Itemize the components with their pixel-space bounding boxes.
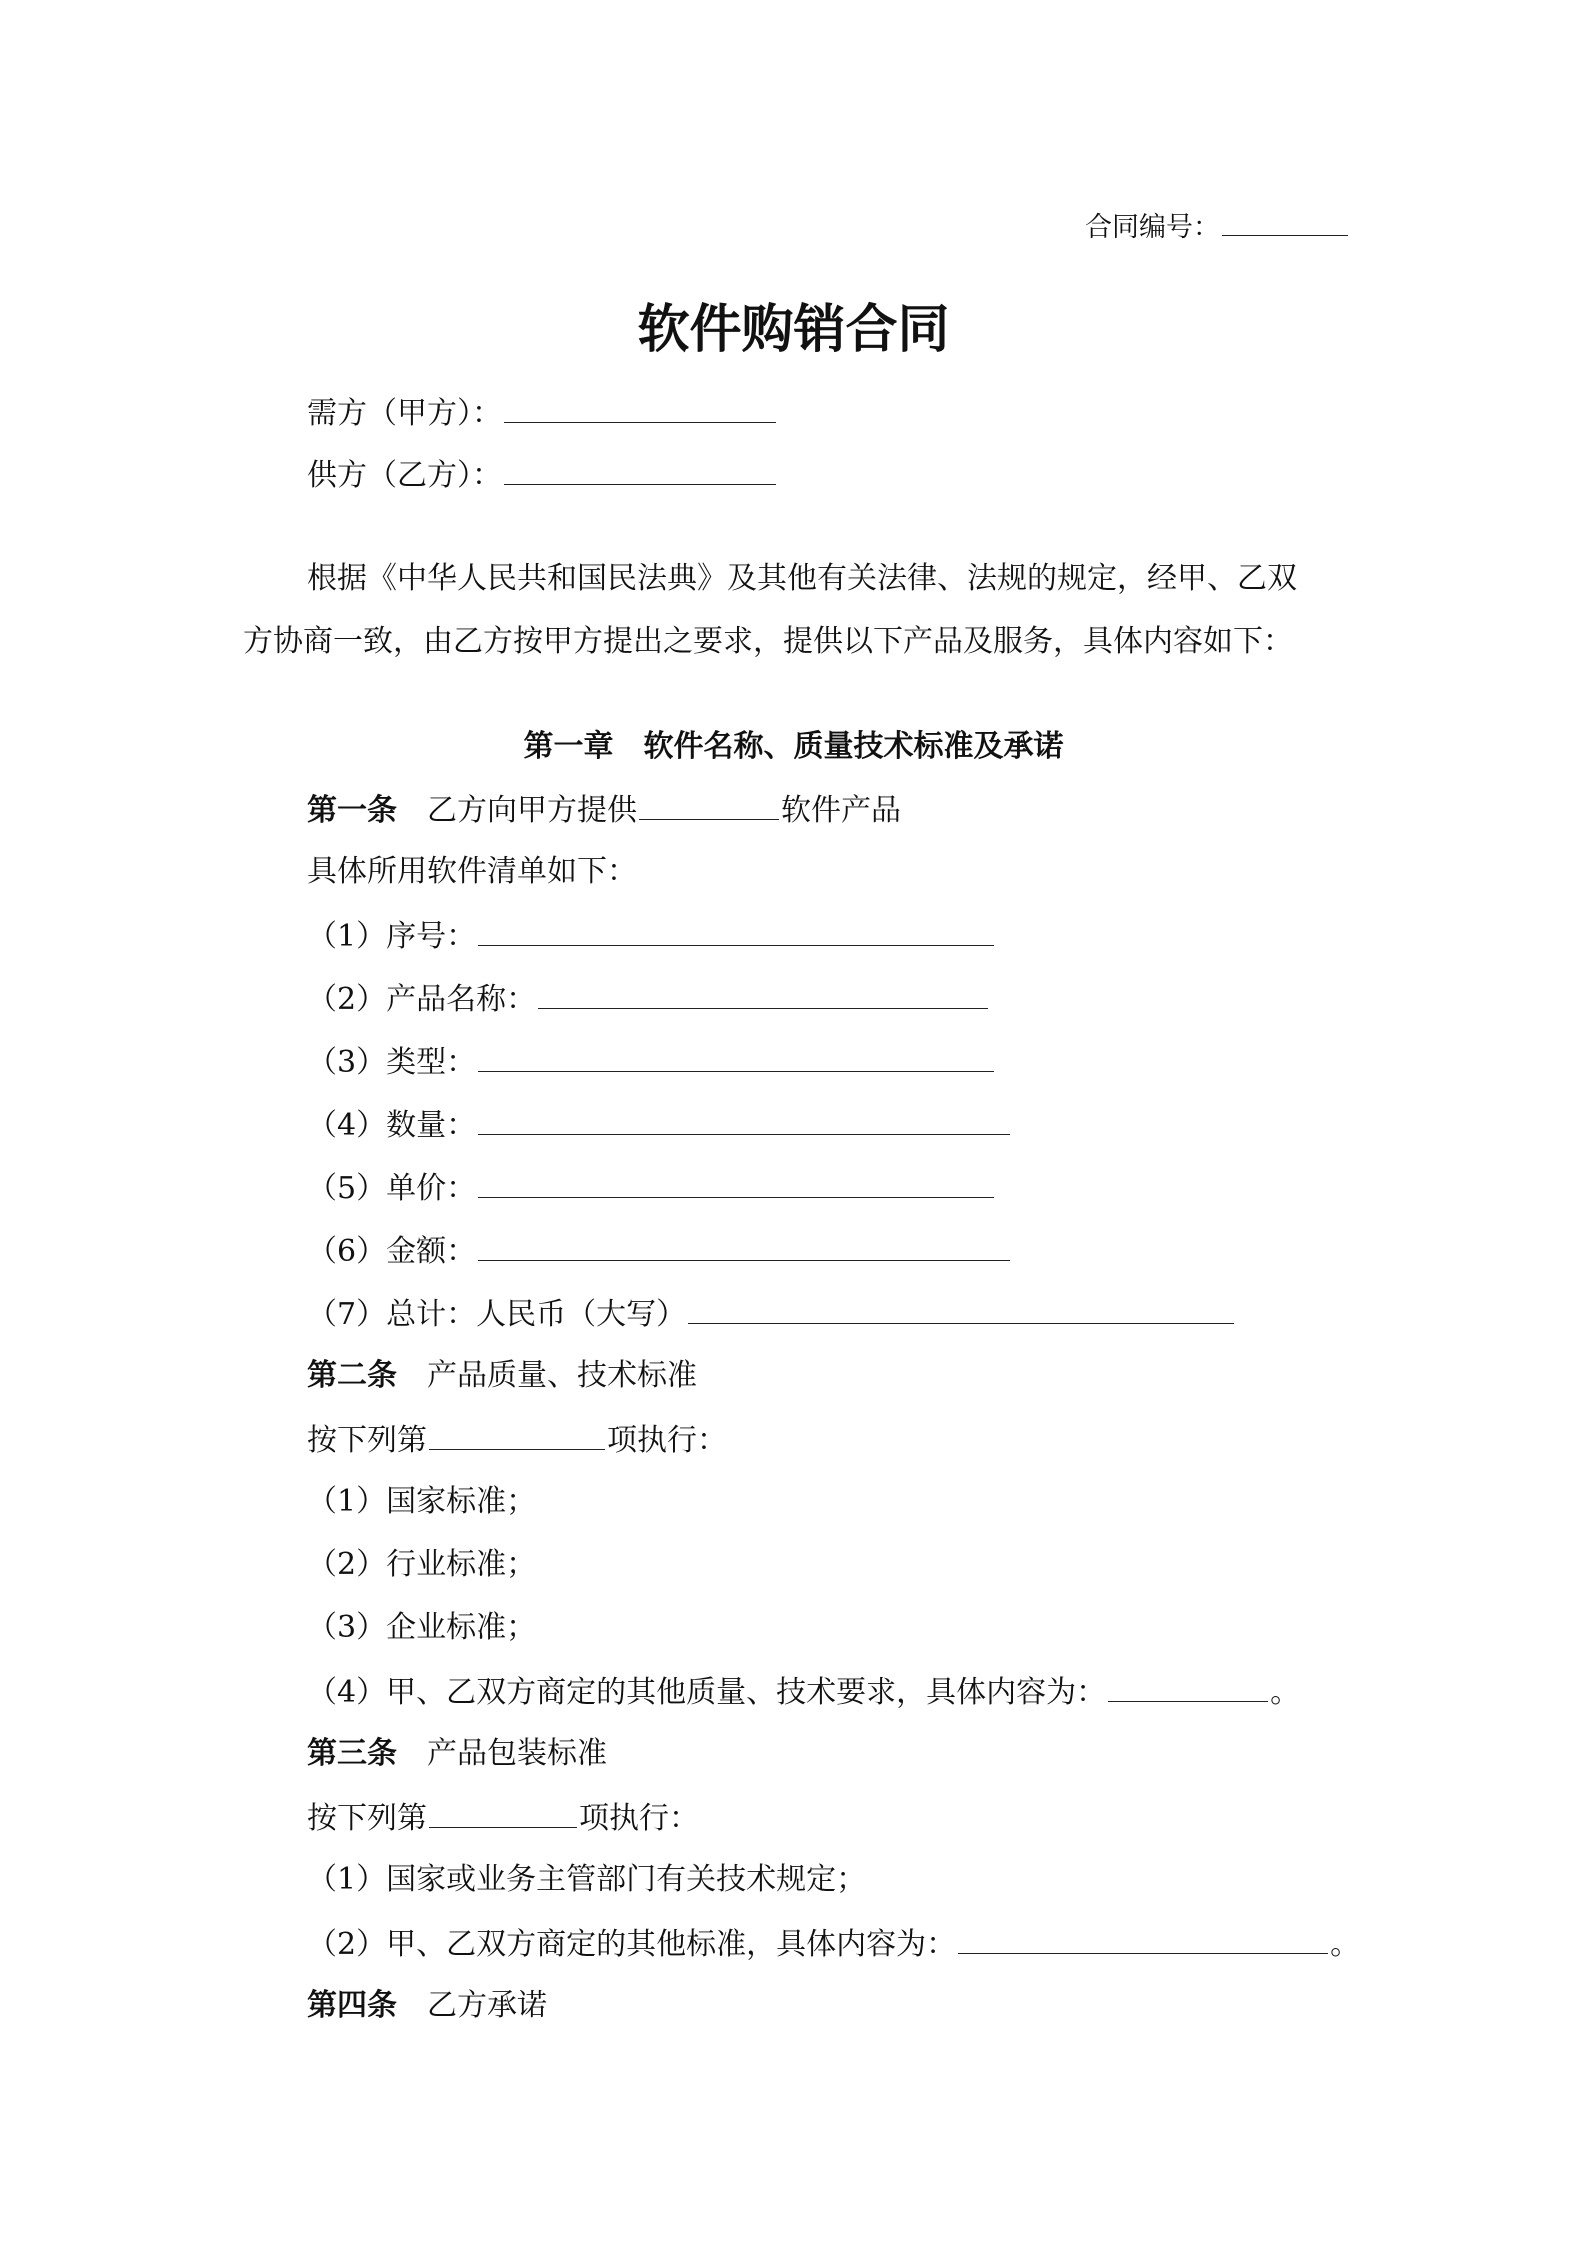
intro-line-1: 根据《中华人民共和国民法典》及其他有关法律、法规的规定，经甲、乙双 xyxy=(307,561,1297,596)
article-4-text: 乙方承诺 xyxy=(427,1988,547,2023)
list-item-product-name xyxy=(307,978,990,1020)
list-item-amount xyxy=(307,1230,1012,1272)
article-3-label: 第三条 xyxy=(307,1736,397,1771)
total-blank[interactable] xyxy=(688,1293,1234,1324)
article-3-rule xyxy=(307,1797,699,1839)
list-item-type xyxy=(307,1041,996,1083)
software-product-blank[interactable] xyxy=(639,789,779,820)
serial-blank[interactable] xyxy=(478,915,994,946)
other-packaging-blank[interactable] xyxy=(958,1923,1328,1954)
type-blank[interactable] xyxy=(478,1041,994,1072)
list-item-quantity xyxy=(307,1104,1012,1146)
packaging-national: （1）国家或业务主管部门有关技术规定； xyxy=(307,1862,867,1897)
contract-number-blank[interactable] xyxy=(1222,205,1348,236)
contract-number-label: 合同编号： xyxy=(1085,212,1220,243)
contract-number xyxy=(1085,205,1350,248)
chapter-1-heading: 第一章 软件名称、质量技术标准及承诺 xyxy=(523,729,1064,764)
period: 。 xyxy=(1330,1927,1361,1962)
article-1-text-after: 软件产品 xyxy=(781,793,901,828)
rule-text-before: 按下列第 xyxy=(307,1801,427,1836)
list-item-serial xyxy=(307,915,996,957)
list-item-label: （5）单价： xyxy=(307,1171,477,1206)
other-quality-blank[interactable] xyxy=(1108,1671,1268,1702)
list-item-total xyxy=(307,1293,1236,1335)
article-2-label: 第二条 xyxy=(307,1358,397,1393)
article-1 xyxy=(307,789,901,831)
standard-other xyxy=(307,1671,1300,1713)
product-name-blank[interactable] xyxy=(538,978,988,1009)
article-2-text: 产品质量、技术标准 xyxy=(427,1358,697,1393)
rule-text-before: 按下列第 xyxy=(307,1423,427,1458)
article-3 xyxy=(307,1734,607,1774)
list-item-label: （2）产品名称： xyxy=(307,982,537,1017)
rule-text-after: 项执行： xyxy=(579,1801,699,1836)
list-item-label: （7）总计：人民币（大写） xyxy=(307,1297,687,1332)
software-list-intro: 具体所用软件清单如下： xyxy=(307,854,637,889)
buyer-label: 需方（甲方）： xyxy=(307,396,502,431)
quantity-blank[interactable] xyxy=(478,1104,1010,1135)
list-item-label: （6）金额： xyxy=(307,1234,477,1269)
unit-price-blank[interactable] xyxy=(478,1167,994,1198)
buyer-blank[interactable] xyxy=(504,392,776,423)
standard-industry: （2）行业标准； xyxy=(307,1547,537,1582)
standard-national: （1）国家标准； xyxy=(307,1484,537,1519)
article-1-text-before: 乙方向甲方提供 xyxy=(427,793,637,828)
packaging-other xyxy=(307,1923,1360,1965)
article-1-label: 第一条 xyxy=(307,793,397,828)
list-item-label: （1）序号： xyxy=(307,919,477,954)
amount-blank[interactable] xyxy=(478,1230,1010,1261)
document-title: 软件购销合同 xyxy=(637,299,950,360)
quality-standard-item-blank[interactable] xyxy=(429,1419,605,1450)
list-item-label: （4）数量： xyxy=(307,1108,477,1143)
article-4 xyxy=(307,1986,547,2026)
article-3-text: 产品包装标准 xyxy=(427,1736,607,1771)
article-4-label: 第四条 xyxy=(307,1988,397,2023)
intro-line-2: 方协商一致，由乙方按甲方提出之要求，提供以下产品及服务，具体内容如下： xyxy=(243,624,1293,659)
article-2 xyxy=(307,1356,697,1396)
standard-other-text: （4）甲、乙双方商定的其他质量、技术要求，具体内容为： xyxy=(307,1675,1107,1710)
seller-blank[interactable] xyxy=(504,454,776,485)
seller-line xyxy=(307,454,778,496)
period: 。 xyxy=(1270,1675,1301,1710)
standard-enterprise: （3）企业标准； xyxy=(307,1610,537,1645)
seller-label: 供方（乙方）： xyxy=(307,458,502,493)
buyer-line xyxy=(307,392,778,434)
packaging-standard-item-blank[interactable] xyxy=(429,1797,577,1828)
packaging-other-text: （2）甲、乙双方商定的其他标准，具体内容为： xyxy=(307,1927,957,1962)
rule-text-after: 项执行： xyxy=(607,1423,727,1458)
article-2-rule xyxy=(307,1419,727,1461)
list-item-unit-price xyxy=(307,1167,996,1209)
list-item-label: （3）类型： xyxy=(307,1045,477,1080)
